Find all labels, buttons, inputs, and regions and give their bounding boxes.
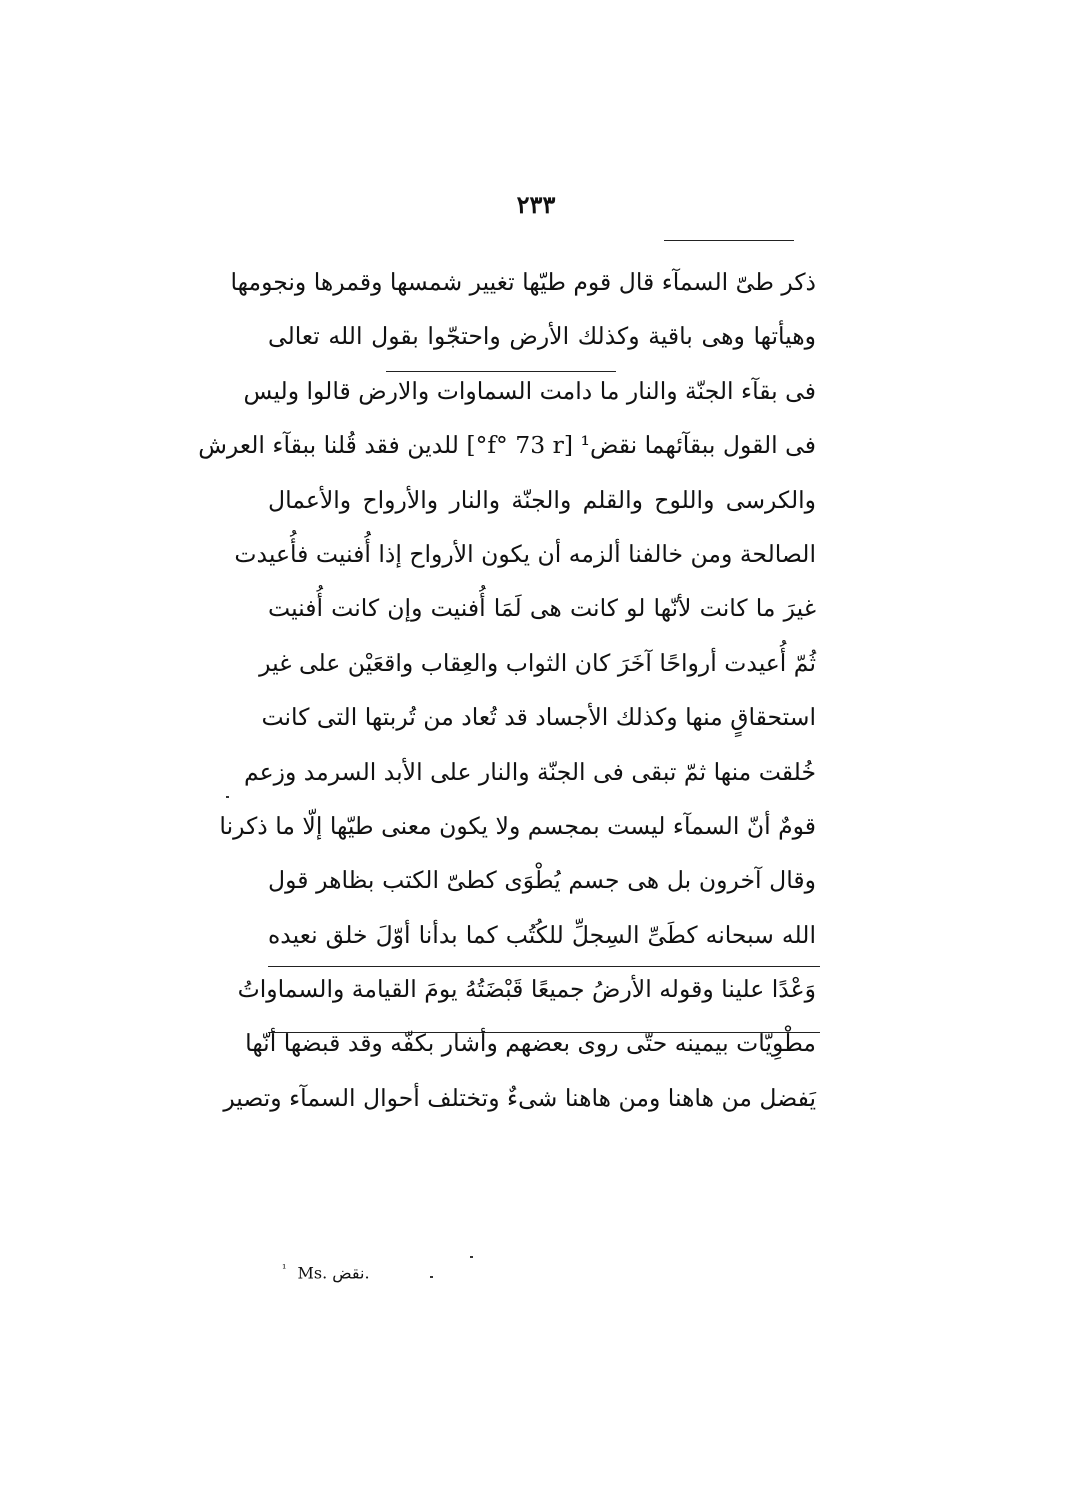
footnote-text: Ms. نقض. [297,1263,370,1283]
page-number: ٢٣٣ [516,190,556,219]
text-line-8: ثُمّ أُعيدت أرواحًا آخَرَ كان الثواب والعِقاب واقعَيْن على غير [259,648,816,677]
text-line-2: وهيأتها وهى باقية وكذلك الأرض واحتجّوا بقول الله تعالى [268,322,816,351]
scan-speck [226,796,229,798]
text-line-6: الصالحة ومن خالفنا ألزمه أن يكون الأرواح إذا أُفنيت فأُعيدت [234,539,816,568]
footnote-marker: ¹ [282,1262,287,1275]
text-line-14: وَعْدًا علينا وقوله الأرضُ جميعًا قَبْضَتُهُ يومَ القيامة والسماواتُ [237,975,816,1004]
text-line-11: قومٌ أنّ السمآء ليست بمجسم ولا يكون معنى طيّها إلّا ما ذكرنا [219,811,816,840]
text-line-4: فى القول ببقآئهما نقض¹ [f° 73 r°] للدين فقد قُلنا ببقآء العرش [198,431,816,460]
scan-speck [470,1256,473,1258]
text-line-16: يَفضل من هاهنا ومن هاهنا شىءٌ وتختلف أحوال السمآء وتصير [223,1083,816,1112]
rule-line-1 [664,240,794,241]
scan-speck [430,1276,433,1278]
text-line-1: ذكر طىّ السمآء قال قوم طيّها تغيير شمسها وقمرها ونجومها [230,268,816,296]
text-line-5: والكرسى واللوح والقلم والجنّة والنار والأرواح والأعمال [268,485,816,514]
text-line-9: استحقاقٍ منها وكذلك الأجساد قد تُعاد من تُربتها التى كانت [261,703,816,732]
footnote [282,1262,370,1282]
text-line-15: مطْوِيّات بيمينه حتّى روى بعضهم وأشار بكفّه وقد قبضها أنّها [245,1029,816,1058]
text-line-7: غيرَ ما كانت لأنّها لو كانت هى لَمَا أُفنيت وإن كانت أُفنيت [268,594,816,623]
body-text [198,262,816,1132]
text-line-10: خُلقت منها ثمّ تبقى فى الجنّة والنار على الأبد السرمد وزعم [243,757,816,786]
text-line-13: الله سبحانه كطَىِّ السِجلِّ للكُتُب كما بدأنا أوّلَ خلق نعيده [268,920,816,949]
text-line-12: وقال آخرون بل هى جسم يُطْوَى كطىّ الكتب بظاهر قول [268,866,816,895]
text-line-3: فى بقآء الجنّة والنار ما دامت السماوات والارض قالوا وليس [243,376,816,405]
